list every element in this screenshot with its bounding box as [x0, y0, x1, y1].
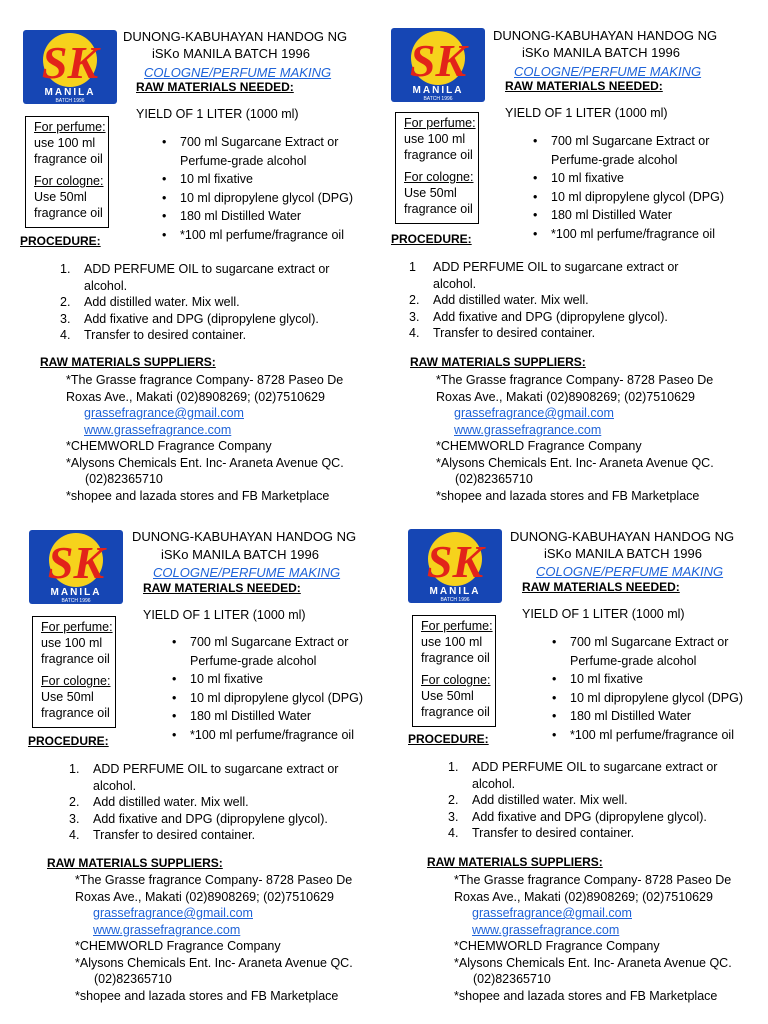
supplier-website-link[interactable]: www.grassefragrance.com [472, 922, 620, 937]
step-number: 4. [69, 828, 80, 842]
yield-text: YIELD OF 1 LITER (1000 ml) [143, 608, 306, 622]
raw-materials-list [527, 132, 742, 241]
step-number: 3. [448, 809, 459, 824]
procedure-step: 4. Transfer to desired container. [448, 826, 635, 840]
supplier-chemworld: *CHEMWORLD Fragrance Company [436, 439, 642, 453]
step-number: 4. [60, 328, 71, 342]
step-number: 3. [69, 811, 80, 826]
procedure-step: 1. ADD PERFUME OIL to sugarcane extract or [69, 762, 339, 776]
cologne-note-line: Use 50ml [421, 689, 474, 703]
flyer-title-line2: iSKo MANILA BATCH 1996 [152, 46, 310, 61]
fragrance-oil-note-box [32, 616, 116, 728]
raw-materials-list [166, 633, 381, 742]
supplier-website-link[interactable]: www.grassefragrance.com [84, 422, 232, 437]
material-item: • 180 ml Distilled Water [546, 707, 761, 726]
suppliers-heading: RAW MATERIALS SUPPLIERS: [47, 856, 223, 870]
procedure-step-continued: alcohol. [472, 776, 516, 791]
material-item-clipped: • *100 ml perfume/fragrance oil [527, 225, 742, 244]
procedure-step: 4. Transfer to desired container. [69, 828, 256, 842]
material-item: • 700 ml Sugarcane Extract or [546, 633, 761, 652]
material-item: • 180 ml Distilled Water [166, 707, 381, 726]
logo-batch: BATCH 1996 [55, 98, 85, 104]
raw-materials-list [546, 633, 761, 742]
supplier-alysons-line1: *Alysons Chemicals Ent. Inc- Araneta Avenue QC. [436, 455, 714, 470]
logo-city: MANILA [412, 85, 464, 96]
yield-text: YIELD OF 1 LITER (1000 ml) [505, 106, 668, 120]
material-item: • 10 ml fixative [546, 670, 761, 689]
procedure-step-continued: alcohol. [84, 278, 128, 293]
suppliers-list [454, 872, 732, 1004]
logo-city: MANILA [429, 586, 481, 597]
procedure-step: 3. Add fixative and DPG (dipropylene glycol). [60, 311, 319, 326]
supplier-grasse-line2: Roxas Ave., Makati (02)8908269; (02)7510629 [436, 389, 695, 404]
step-number: 4. [448, 826, 459, 840]
fragrance-oil-note-box [412, 615, 496, 727]
cologne-note-heading: For cologne: [404, 170, 474, 184]
flyer-title-line2: iSKo MANILA BATCH 1996 [522, 45, 680, 60]
cologne-note-line: Use 50ml [404, 186, 457, 200]
procedure-step: 1. ADD PERFUME OIL to sugarcane extract or [60, 262, 330, 276]
supplier-shopee: *shopee and lazada stores and FB Marketplace [66, 488, 330, 503]
sk-manila-logo [29, 530, 123, 604]
perfume-note-line: fragrance oil [41, 652, 110, 666]
logo-city: MANILA [50, 587, 102, 598]
cologne-note-heading: For cologne: [421, 673, 491, 687]
flyer-title-line1: DUNONG-KABUHAYAN HANDOG NG [132, 529, 357, 544]
perfume-note-line: use 100 ml [421, 635, 483, 649]
material-item: • 180 ml Distilled Water [156, 207, 371, 226]
perfume-note-heading: For perfume: [404, 116, 476, 130]
fragrance-oil-note-box [25, 116, 109, 228]
supplier-alysons-line2: (02)82365710 [455, 472, 533, 486]
suppliers-heading: RAW MATERIALS SUPPLIERS: [410, 355, 586, 369]
material-item-continued: Perfume-grade alcohol [190, 653, 317, 668]
material-item-clipped: • *100 ml perfume/fragrance oil [546, 726, 761, 745]
supplier-email-link[interactable]: grassefragrance@gmail.com [472, 906, 632, 920]
flyer-bottom-left [0, 512, 384, 1024]
supplier-grasse-line1: *The Grasse fragrance Company- 8728 Paseo De [454, 873, 732, 887]
material-item-continued: Perfume-grade alcohol [180, 153, 307, 168]
cologne-note-heading: For cologne: [34, 174, 104, 188]
supplier-grasse-line2: Roxas Ave., Makati (02)8908269; (02)7510629 [66, 389, 325, 404]
supplier-alysons-line2: (02)82365710 [94, 972, 172, 986]
step-number: 1 [409, 260, 416, 274]
procedure-steps [60, 261, 360, 344]
material-item: • 700 ml Sugarcane Extract or [527, 132, 742, 151]
material-item: • 10 ml fixative [166, 670, 381, 689]
procedure-step: 3. Add fixative and DPG (dipropylene glycol). [409, 309, 668, 324]
step-number: 1. [448, 760, 459, 774]
cologne-note-line: fragrance oil [404, 202, 473, 216]
procedure-step-continued: alcohol. [93, 778, 137, 793]
step-number: 2. [60, 295, 71, 309]
procedure-heading: PROCEDURE: [28, 734, 109, 748]
step-number: 3. [409, 309, 420, 324]
supplier-shopee: *shopee and lazada stores and FB Marketplace [75, 988, 339, 1003]
flyer-title-line1: DUNONG-KABUHAYAN HANDOG NG [510, 529, 735, 544]
supplier-shopee: *shopee and lazada stores and FB Marketplace [454, 988, 718, 1003]
procedure-step: 1 ADD PERFUME OIL to sugarcane extract or [409, 260, 679, 274]
procedure-step: 2. Add distilled water. Mix well. [60, 295, 240, 309]
procedure-step: 3. Add fixative and DPG (dipropylene glycol). [69, 811, 328, 826]
raw-materials-heading: RAW MATERIALS NEEDED: [505, 79, 663, 93]
suppliers-list [436, 372, 714, 504]
procedure-step: 1. ADD PERFUME OIL to sugarcane extract or [448, 760, 718, 774]
perfume-note-line: fragrance oil [421, 651, 490, 665]
supplier-grasse-line2: Roxas Ave., Makati (02)8908269; (02)7510629 [454, 889, 713, 904]
logo-batch: BATCH 1996 [423, 96, 453, 102]
cologne-note-line: fragrance oil [34, 206, 103, 220]
supplier-alysons-line1: *Alysons Chemicals Ent. Inc- Araneta Avenue QC. [66, 455, 344, 470]
raw-materials-list [156, 133, 371, 242]
material-item: • 700 ml Sugarcane Extract or [166, 633, 381, 652]
supplier-chemworld: *CHEMWORLD Fragrance Company [75, 939, 281, 953]
procedure-steps [409, 259, 709, 342]
procedure-step: 2. Add distilled water. Mix well. [448, 793, 628, 807]
material-item: • 180 ml Distilled Water [527, 206, 742, 225]
suppliers-heading: RAW MATERIALS SUPPLIERS: [40, 355, 216, 369]
flyer-title-line1: DUNONG-KABUHAYAN HANDOG NG [493, 28, 718, 43]
perfume-note-line: use 100 ml [404, 132, 466, 146]
procedure-heading: PROCEDURE: [20, 234, 101, 248]
perfume-note-line: fragrance oil [404, 148, 473, 162]
procedure-heading: PROCEDURE: [391, 232, 472, 246]
flyer-subtitle: COLOGNE/PERFUME MAKING [153, 565, 341, 580]
flyer-bottom-right [384, 512, 768, 1024]
sk-manila-logo [391, 28, 485, 102]
yield-text: YIELD OF 1 LITER (1000 ml) [522, 607, 685, 621]
material-item-continued: Perfume-grade alcohol [551, 152, 678, 167]
supplier-grasse-line2: Roxas Ave., Makati (02)8908269; (02)7510629 [75, 889, 334, 904]
perfume-note-heading: For perfume: [41, 620, 113, 634]
sk-manila-logo [23, 30, 117, 104]
cologne-note-line: Use 50ml [41, 690, 94, 704]
supplier-website-link[interactable]: www.grassefragrance.com [93, 922, 241, 937]
logo-letters: SK [409, 35, 467, 86]
supplier-alysons-line1: *Alysons Chemicals Ent. Inc- Araneta Avenue QC. [75, 955, 353, 970]
material-item-clipped: • *100 ml perfume/fragrance oil [166, 726, 381, 745]
logo-letters: SK [41, 37, 99, 88]
supplier-chemworld: *CHEMWORLD Fragrance Company [454, 939, 660, 953]
material-item: • 10 ml dipropylene glycol (DPG) [546, 689, 761, 708]
supplier-email-link[interactable]: grassefragrance@gmail.com [84, 406, 244, 420]
flyer-top-right [384, 0, 768, 512]
perfume-note-line: fragrance oil [34, 152, 103, 166]
supplier-grasse-line1: *The Grasse fragrance Company- 8728 Paseo De [66, 373, 344, 387]
procedure-heading: PROCEDURE: [408, 732, 489, 746]
cologne-note-line: fragrance oil [421, 705, 490, 719]
procedure-step: 3. Add fixative and DPG (dipropylene glycol). [448, 809, 707, 824]
step-number: 1. [60, 262, 71, 276]
suppliers-heading: RAW MATERIALS SUPPLIERS: [427, 855, 603, 869]
procedure-step-continued: alcohol. [433, 276, 477, 291]
step-number: 2. [69, 795, 80, 809]
step-number: 2. [409, 293, 420, 307]
step-number: 3. [60, 311, 71, 326]
supplier-grasse-line1: *The Grasse fragrance Company- 8728 Paseo De [436, 373, 714, 387]
flyer-subtitle: COLOGNE/PERFUME MAKING [514, 64, 702, 79]
perfume-note-heading: For perfume: [421, 619, 493, 633]
fragrance-oil-note-box [395, 112, 479, 224]
raw-materials-heading: RAW MATERIALS NEEDED: [522, 580, 680, 594]
procedure-step: 4. Transfer to desired container. [60, 328, 247, 342]
material-item: • 10 ml fixative [156, 170, 371, 189]
perfume-note-line: use 100 ml [34, 136, 96, 150]
procedure-step: 2. Add distilled water. Mix well. [69, 795, 249, 809]
material-item: • 10 ml dipropylene glycol (DPG) [527, 188, 742, 207]
material-item-continued: Perfume-grade alcohol [570, 653, 697, 668]
step-number: 4. [409, 326, 420, 340]
flyer-subtitle: COLOGNE/PERFUME MAKING [144, 65, 332, 80]
material-item: • 10 ml fixative [527, 169, 742, 188]
supplier-chemworld: *CHEMWORLD Fragrance Company [66, 439, 272, 453]
raw-materials-heading: RAW MATERIALS NEEDED: [143, 581, 301, 595]
logo-letters: SK [47, 537, 105, 588]
material-item: • 700 ml Sugarcane Extract or [156, 133, 371, 152]
logo-batch: BATCH 1996 [61, 598, 91, 604]
suppliers-list [75, 872, 353, 1004]
raw-materials-heading: RAW MATERIALS NEEDED: [136, 80, 294, 94]
step-number: 1. [69, 762, 80, 776]
supplier-alysons-line2: (02)82365710 [85, 472, 163, 486]
supplier-email-link[interactable]: grassefragrance@gmail.com [454, 406, 614, 420]
cologne-note-line: fragrance oil [41, 706, 110, 720]
suppliers-list [66, 372, 344, 504]
supplier-alysons-line1: *Alysons Chemicals Ent. Inc- Araneta Avenue QC. [454, 955, 732, 970]
supplier-email-link[interactable]: grassefragrance@gmail.com [93, 906, 253, 920]
supplier-grasse-line1: *The Grasse fragrance Company- 8728 Paseo De [75, 873, 353, 887]
flyer-title-line1: DUNONG-KABUHAYAN HANDOG NG [123, 29, 348, 44]
procedure-step: 4. Transfer to desired container. [409, 326, 596, 340]
yield-text: YIELD OF 1 LITER (1000 ml) [136, 107, 299, 121]
cologne-note-line: Use 50ml [34, 190, 87, 204]
flyer-title-line2: iSKo MANILA BATCH 1996 [161, 547, 319, 562]
flyer-title-line2: iSKo MANILA BATCH 1996 [544, 546, 702, 561]
material-item: • 10 ml dipropylene glycol (DPG) [166, 689, 381, 708]
logo-batch: BATCH 1996 [440, 597, 470, 603]
perfume-note-line: use 100 ml [41, 636, 103, 650]
logo-city: MANILA [44, 87, 96, 98]
cologne-note-heading: For cologne: [41, 674, 111, 688]
material-item: • 10 ml dipropylene glycol (DPG) [156, 189, 371, 208]
supplier-alysons-line2: (02)82365710 [473, 972, 551, 986]
flyer-subtitle: COLOGNE/PERFUME MAKING [536, 564, 724, 579]
procedure-step: 2. Add distilled water. Mix well. [409, 293, 589, 307]
step-number: 2. [448, 793, 459, 807]
supplier-shopee: *shopee and lazada stores and FB Marketplace [436, 488, 700, 503]
logo-letters: SK [426, 536, 484, 587]
perfume-note-heading: For perfume: [34, 120, 106, 134]
procedure-steps [69, 761, 369, 844]
material-item-clipped: • *100 ml perfume/fragrance oil [156, 226, 371, 245]
supplier-website-link[interactable]: www.grassefragrance.com [454, 422, 602, 437]
flyer-top-left [0, 0, 384, 512]
sk-manila-logo [408, 529, 502, 603]
procedure-steps [448, 759, 748, 842]
